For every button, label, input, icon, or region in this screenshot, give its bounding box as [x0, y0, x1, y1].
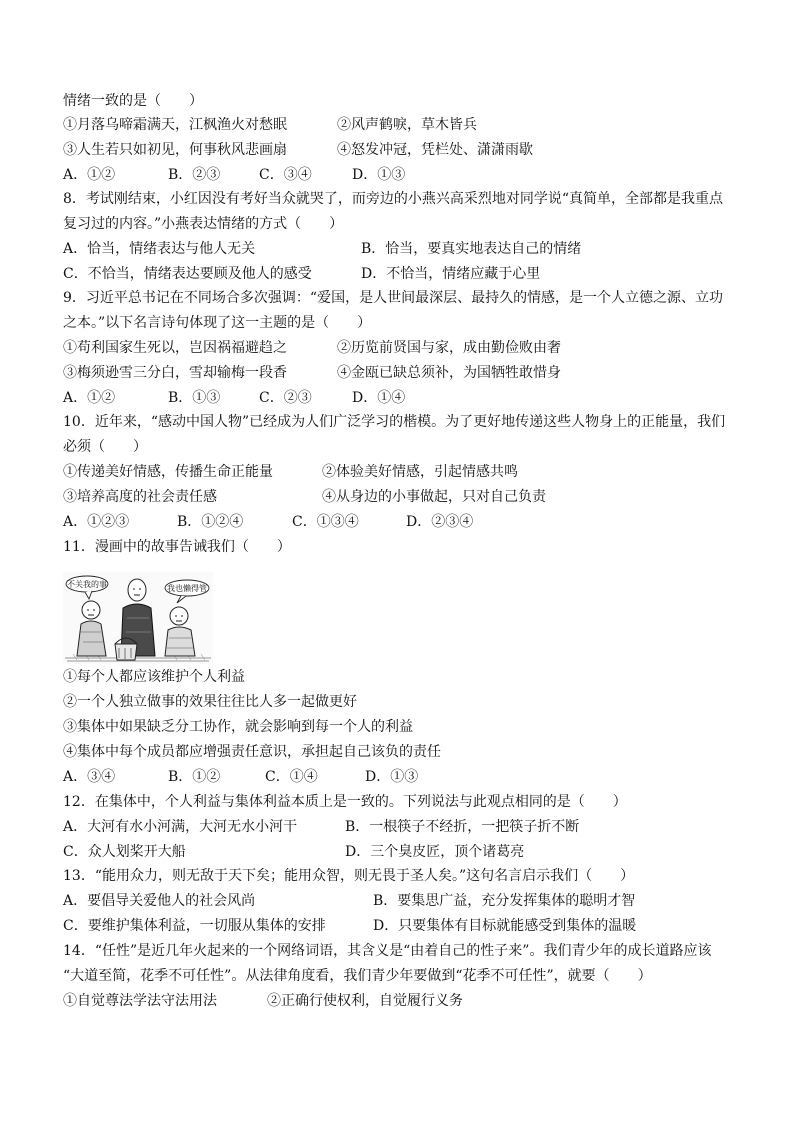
q12-option-b: B．一根筷子不经折，一把筷子折不断 [345, 819, 580, 835]
q9-option-d: D．①④ [352, 390, 406, 406]
q9-option-b: B．①③ [168, 390, 221, 406]
q7-item-3: ③人生若只如初见，何事秋风悲画扇 [63, 142, 287, 158]
q8-option-c: C．不恰当，情绪表达要顾及他人的感受 [63, 266, 312, 282]
q10-stem-line1: 10．近年来，“感动中国人物”已经成为人们广泛学习的楷模。为了更好地传递这些人物身上的正能量，我们 [63, 414, 726, 430]
q9-stem-line2: 之本。”以下名言诗句体现了这一主题的是（ ） [63, 315, 372, 331]
q9-item-1: ①苟利国家生死以，岂因祸福避趋之 [63, 340, 287, 356]
q8-stem-line2: 复习过的内容。”小燕表达情绪的方式（ ） [63, 216, 344, 232]
q11-option-d: D．①③ [365, 769, 419, 785]
q8-option-b: B．恰当，要真实地表达自己的情绪 [361, 241, 582, 257]
q14-item-1: ①自觉尊法学法守法用法 [63, 993, 217, 1009]
q12-option-d: D．三个臭皮匠，顶个诸葛亮 [345, 844, 525, 860]
q9-option-c: C．②③ [259, 390, 312, 406]
q8-option-d: D．不恰当，情绪应藏于心里 [361, 266, 541, 282]
q14-stem-line1: 14．“任性”是近几年火起来的一个网络词语，其含义是“由着自己的性子来”。我们青少年的成长道路应该 [63, 943, 712, 959]
q13-option-a: A．要倡导关爱他人的社会风尚 [63, 893, 256, 909]
q11-item-3: ③集体中如果缺乏分工协作，就会影响到每一个人的利益 [63, 719, 413, 735]
q13-option-b: B．要集思广益，充分发挥集体的聪明才智 [373, 893, 636, 909]
q7-item-2: ②风声鹤唳，草木皆兵 [337, 117, 477, 133]
q7-option-a: A．①② [63, 167, 116, 183]
cartoon-image [63, 572, 213, 664]
q7-option-b: B．②③ [168, 167, 221, 183]
q8-option-a: A．恰当，情绪表达与他人无关 [63, 241, 256, 257]
q7-option-d: D．①③ [352, 167, 406, 183]
q7-item-1: ①月落乌啼霜满天，江枫渔火对愁眠 [63, 117, 287, 133]
q10-option-a: A．①②③ [63, 514, 130, 530]
q12-option-a: A．大河有水小河满，大河无水小河干 [63, 819, 298, 835]
q10-item-2: ②体验美好情感，引起情感共鸣 [322, 464, 518, 480]
q9-item-2: ②历览前贤国与家，成由勤俭败由奢 [337, 340, 561, 356]
q11-item-1: ①每个人都应该维护个人利益 [63, 669, 245, 685]
q9-item-3: ③梅须逊雪三分白，雪却输梅一段香 [63, 365, 287, 381]
q9-item-4: ④金瓯已缺总须补，为国牺牲敢惜身 [337, 365, 561, 381]
q14-item-2: ②正确行使权利，自觉履行义务 [267, 993, 463, 1009]
q10-option-c: C．①③④ [292, 514, 359, 530]
left-bubble-text: 不关我的事 [67, 580, 107, 589]
q9-option-a: A．①② [63, 390, 116, 406]
q14-stem-line2: “大道至简，花季不可任性”。从法律角度看，我们青少年要做到“花季不可任性”，就要（ ） [63, 968, 652, 984]
q7-item-4: ④怒发冲冠，凭栏处、潇潇雨歇 [337, 142, 533, 158]
q10-option-b: B．①②④ [177, 514, 244, 530]
q11-option-c: C．①④ [265, 769, 318, 785]
q11-option-a: A．③④ [63, 769, 116, 785]
q10-item-3: ③培养高度的社会责任感 [63, 489, 217, 505]
q10-option-d: D．②③④ [406, 514, 474, 530]
q10-item-1: ①传递美好情感，传播生命正能量 [63, 464, 273, 480]
q11-item-2: ②一个人独立做事的效果往往比人多一起做更好 [63, 694, 357, 710]
q7-option-c: C．③④ [259, 167, 312, 183]
q12-option-c: C．众人划桨开大船 [63, 844, 186, 860]
q8-stem-line1: 8．考试刚结束，小红因没有考好当众就哭了，而旁边的小燕兴高采烈地对同学说“真简单，全部都是我重点 [63, 191, 724, 207]
q10-item-4: ④从身边的小事做起，只对自己负责 [322, 489, 546, 505]
q10-stem-line2: 必须（ ） [63, 439, 147, 455]
q13-option-c: C．要维护集体利益，一切服从集体的安排 [63, 918, 326, 934]
q7-stem-tail: 情绪一致的是（ ） [63, 93, 203, 109]
q9-stem-line1: 9．习近平总书记在不同场合多次强调：“爱国，是人世间最深层、最持久的情感，是一个人立德之源、立功 [63, 290, 724, 306]
q11-stem: 11．漫画中的故事告诫我们（ ） [63, 539, 291, 555]
q13-option-d: D．只要集体有目标就能感受到集体的温暖 [373, 918, 637, 934]
q11-option-b: B．①② [168, 769, 221, 785]
right-bubble-text: 我也懒得管 [167, 584, 207, 593]
q11-item-4: ④集体中每个成员都应增强责任意识，承担起自己该负的责任 [63, 744, 441, 760]
q13-stem: 13．“能用众力，则无敌于天下矣；能用众智，则无畏于圣人矣。”这句名言启示我们（ ） [63, 868, 635, 884]
q12-stem: 12．在集体中，个人利益与集体利益本质上是一致的。下列说法与此观点相同的是（ ） [63, 794, 627, 810]
